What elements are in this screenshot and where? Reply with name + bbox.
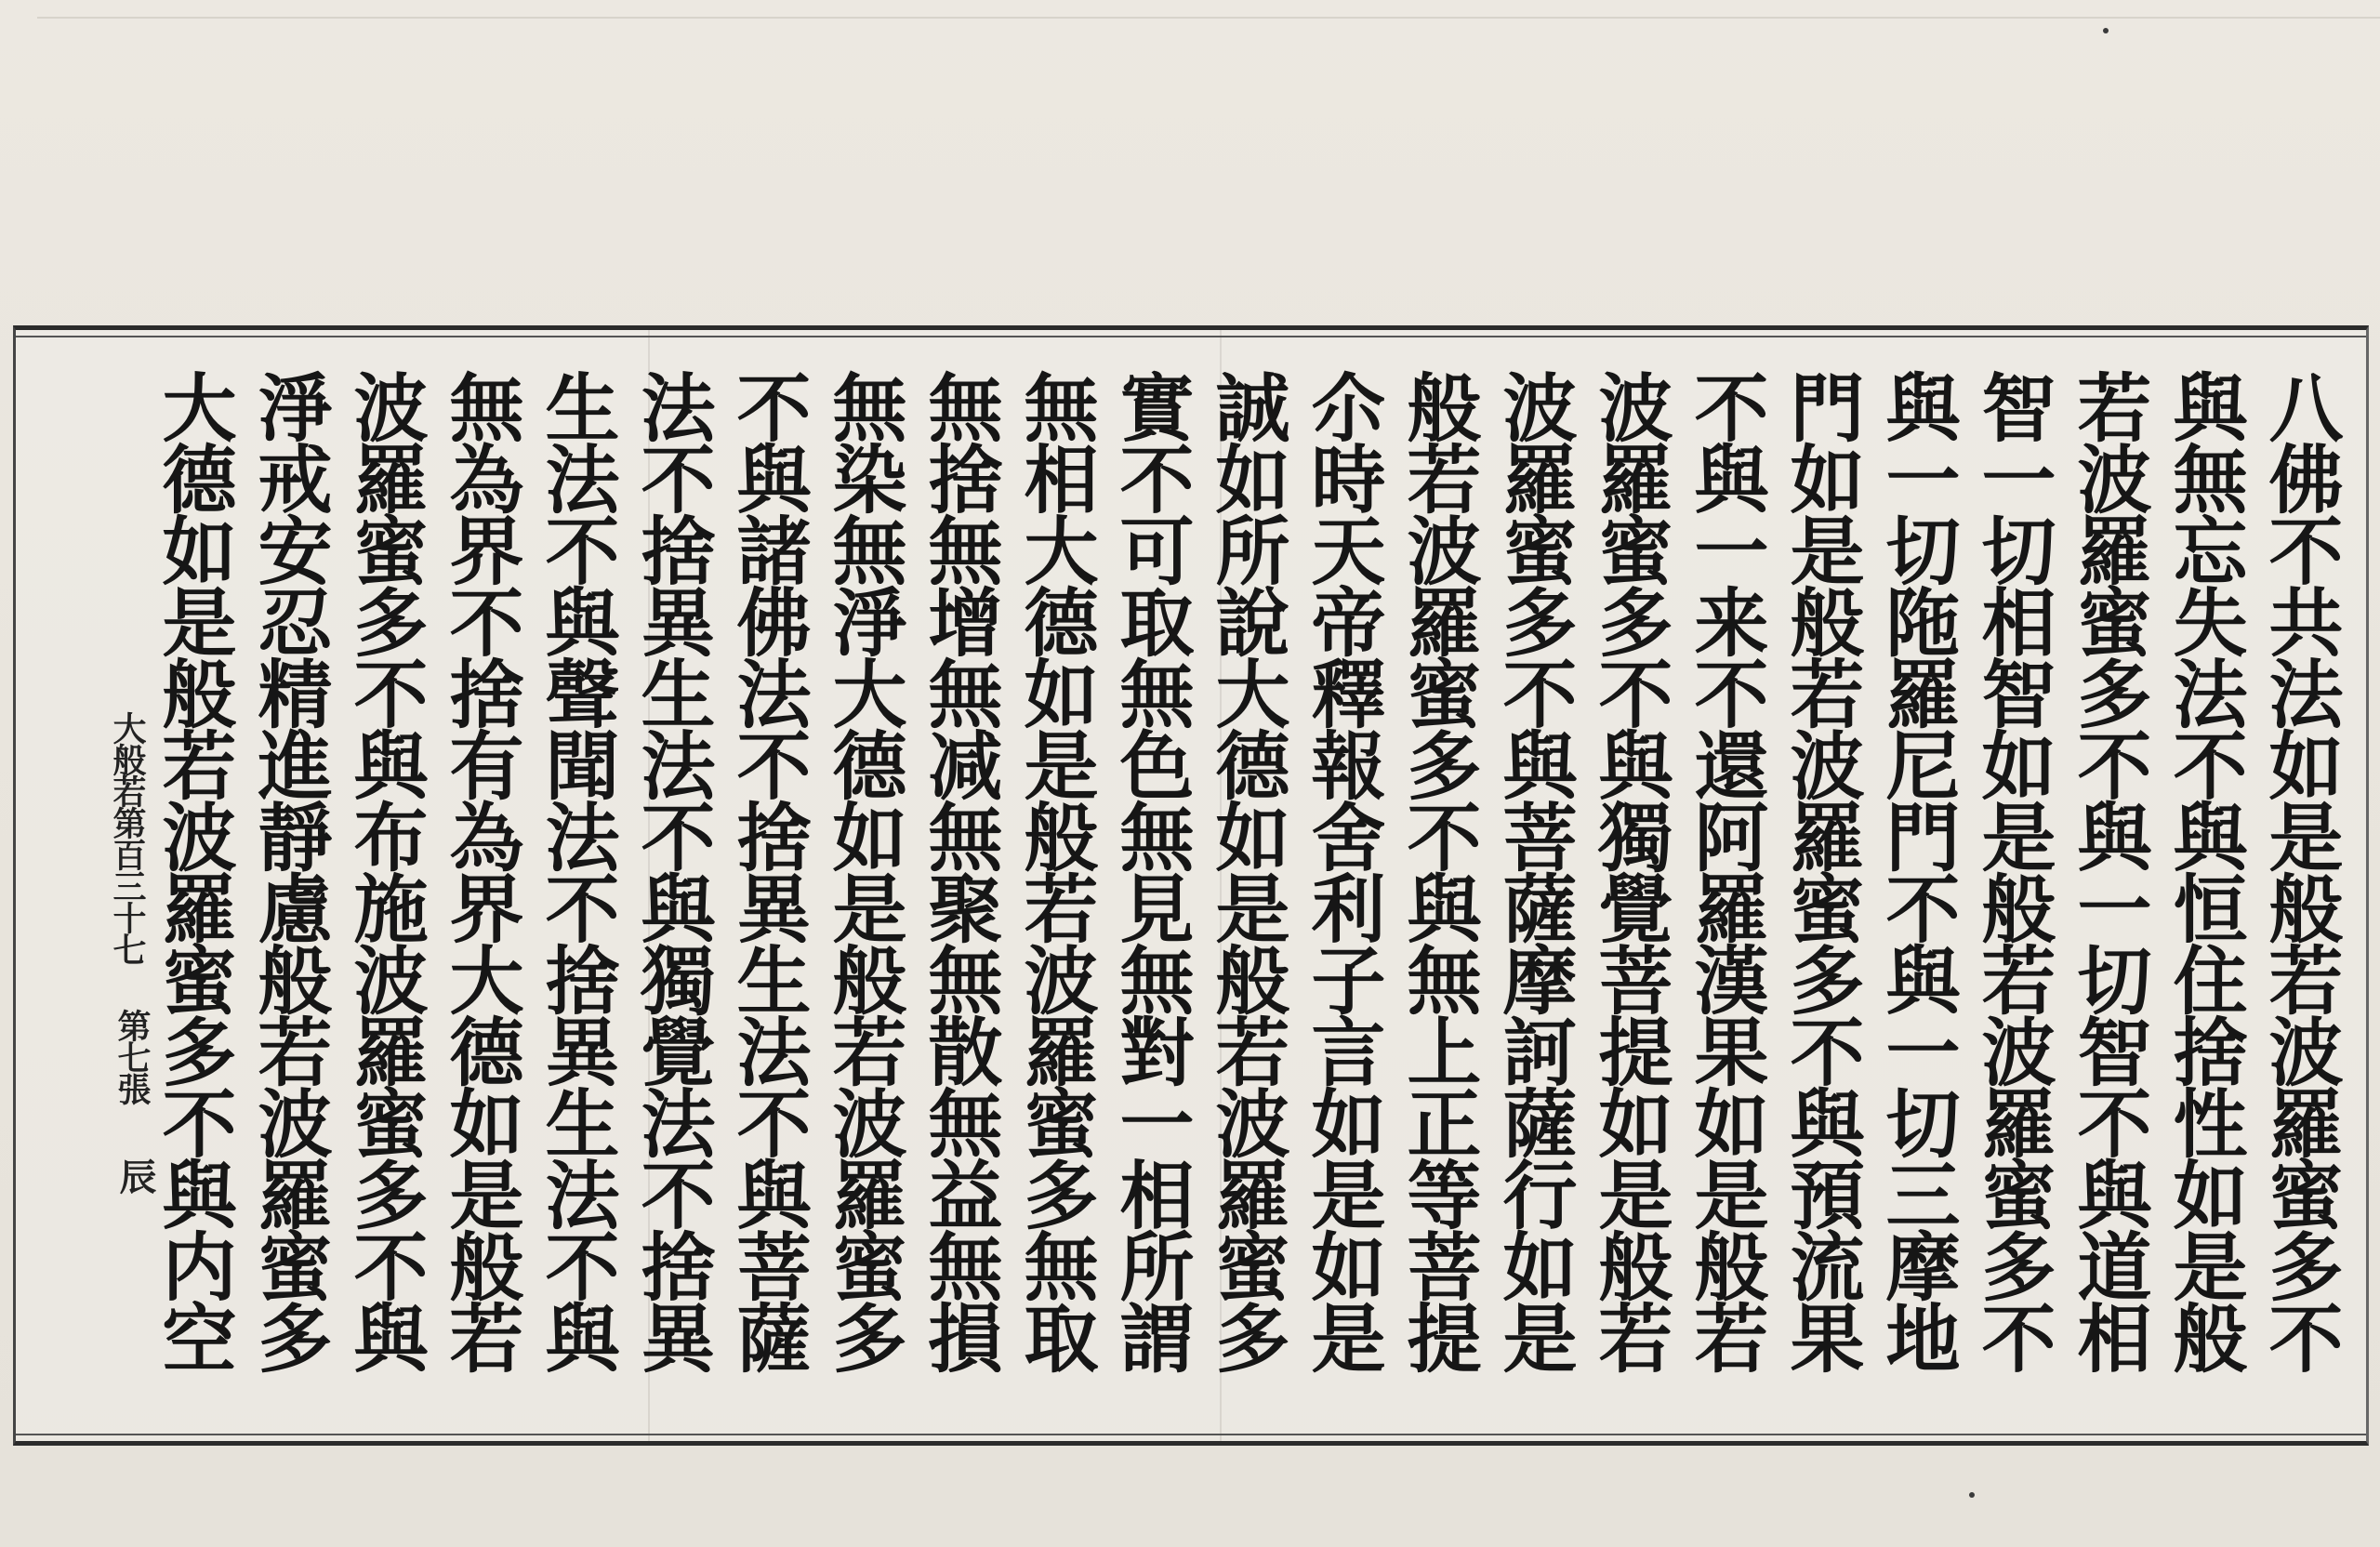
margin-mark: 辰 xyxy=(113,1157,157,1195)
text-column: 無捨無增無减無聚無散無益無損 xyxy=(916,369,1003,1371)
text-column: 不與諸佛法不捨異生法不與菩薩 xyxy=(724,369,812,1371)
text-column: 若波羅蜜多不與一切智不與道相 xyxy=(2065,369,2152,1371)
text-column: 實不可取無色無見無對一相所謂 xyxy=(1107,369,1195,1371)
text-column: 不與一来不還阿羅漢果如是般若 xyxy=(1682,369,1769,1371)
page-fold-line xyxy=(37,17,2380,19)
margin-title: 大般若第百三十七 xyxy=(108,711,147,964)
ink-speck xyxy=(1969,1492,1975,1498)
text-column: 波羅蜜多不與布施波羅蜜多不與 xyxy=(341,369,429,1371)
text-column: 波羅蜜多不與獨覺菩提如是般若 xyxy=(1586,369,1673,1371)
printed-text-block xyxy=(13,325,2369,1446)
text-column: 門如是般若波羅蜜多不與預流果 xyxy=(1778,369,1865,1371)
ink-speck xyxy=(2103,28,2109,33)
text-column: 大德如是般若波羅蜜多不與内空 xyxy=(150,369,237,1371)
text-column: 淨戒安忍精進靜慮般若波羅蜜多 xyxy=(245,369,333,1371)
text-column: 尒時天帝釋報舍利子言如是如是 xyxy=(1299,369,1386,1371)
text-columns xyxy=(145,369,2347,1434)
text-column: 與一切陁羅尼門不與一切三摩地 xyxy=(1873,369,1961,1371)
text-column: 誠如所說大德如是般若波羅蜜多 xyxy=(1203,369,1290,1371)
text-column: 般若波羅蜜多不與無上正等菩提 xyxy=(1395,369,1482,1371)
text-column: 波羅蜜多不與菩薩摩訶薩行如是 xyxy=(1490,369,1578,1371)
text-column: 智一切相智如是般若波羅蜜多不 xyxy=(1969,369,2056,1371)
text-column: 無染無淨大德如是般若波羅蜜多 xyxy=(820,369,907,1371)
text-column: 無相大德如是般若波羅蜜多無取 xyxy=(1012,369,1099,1371)
margin-page-number: 第七張 xyxy=(112,1009,152,1104)
text-column: 無為界不捨有為界大德如是般若 xyxy=(437,369,524,1371)
text-column: 與無忘失法不與恒住捨性如是般 xyxy=(2161,369,2248,1371)
text-column: 生法不與聲聞法不捨異生法不與 xyxy=(533,369,620,1371)
text-column: 法不捨異生法不與獨覺法不捨異 xyxy=(628,369,716,1371)
text-column: 八佛不共法如是般若波羅蜜多不 xyxy=(2256,369,2344,1371)
